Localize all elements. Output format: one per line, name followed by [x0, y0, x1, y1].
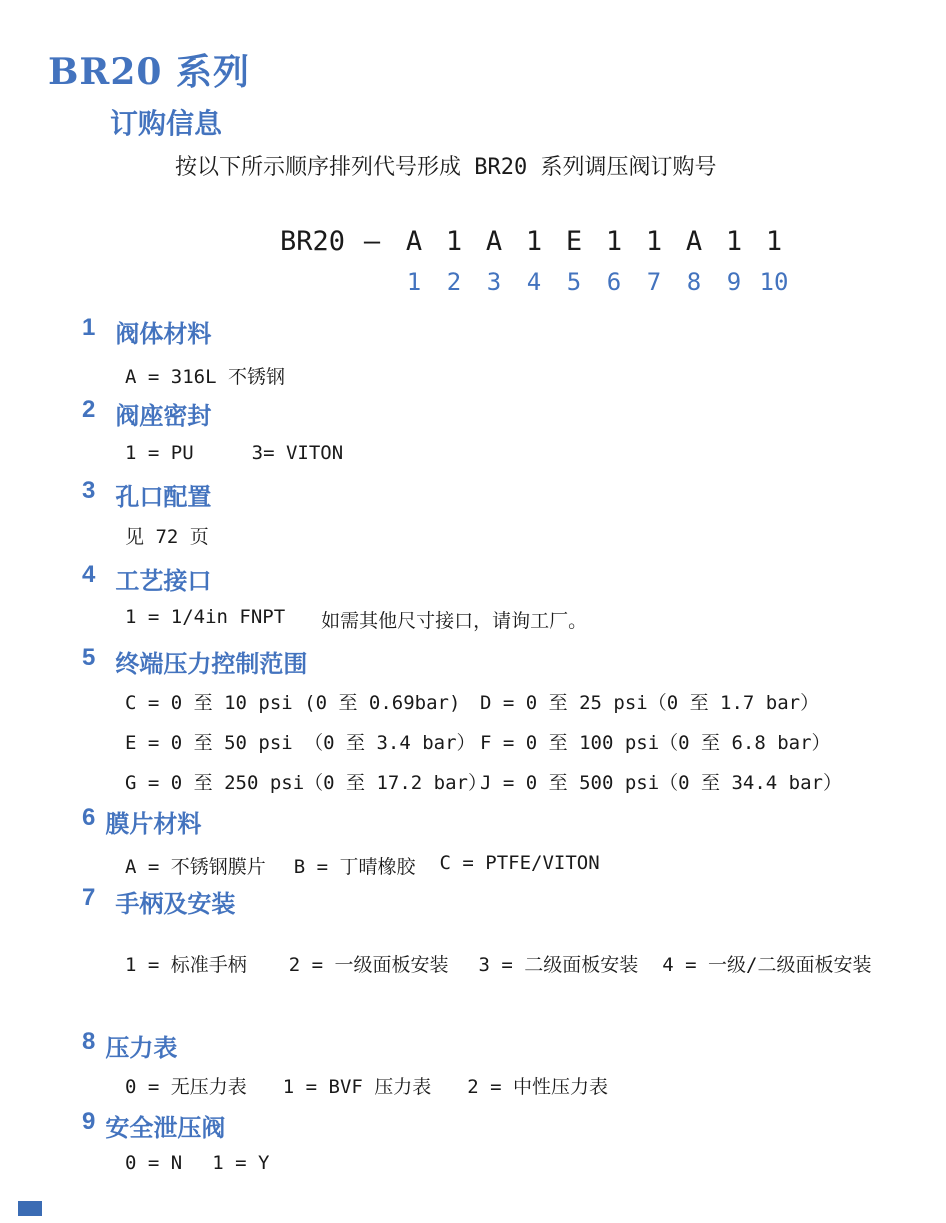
- order-code-char: E: [565, 226, 583, 257]
- option: F = 0 至 100 psi（0 至 6.8 bar）: [480, 732, 831, 754]
- option: 1 = 1/4in FNPT: [125, 606, 286, 628]
- option: 见 72 页: [125, 526, 209, 548]
- section-8-options: [125, 1072, 608, 1099]
- option: 1 = PU: [125, 442, 194, 464]
- section-title: 膜片材料: [105, 811, 202, 838]
- option: J = 0 至 500 psi（0 至 34.4 bar）: [480, 772, 842, 794]
- position-number: 4: [526, 268, 542, 296]
- order-code-char: A: [685, 226, 703, 257]
- section-2-options: [125, 442, 343, 464]
- section-6-options: [125, 852, 600, 879]
- order-code-row: [280, 226, 794, 257]
- section-number: 3: [82, 477, 96, 504]
- position-number: 5: [566, 268, 582, 296]
- order-code-char: 1: [765, 226, 783, 257]
- section-9-options: [125, 1152, 269, 1174]
- position-number: 3: [486, 268, 502, 296]
- position-number-spacer: [280, 268, 394, 296]
- position-number: 2: [446, 268, 462, 296]
- section-number: 4: [82, 561, 96, 588]
- order-code-char: A: [405, 226, 423, 257]
- option: B = 丁晴橡胶: [293, 856, 416, 878]
- page-corner-marker: [18, 1201, 42, 1216]
- section-title: 手柄及安装: [115, 891, 236, 918]
- section-number: 6: [82, 804, 96, 831]
- position-number: 9: [726, 268, 742, 296]
- section-3-options: [125, 522, 209, 549]
- section-2-heading: [82, 396, 211, 431]
- section-number: 5: [82, 644, 96, 671]
- section-9-heading: [82, 1108, 225, 1143]
- option: 1 = BVF 压力表: [282, 1076, 432, 1098]
- section-title: 终端压力控制范围: [115, 651, 308, 678]
- section-7-options: [125, 950, 872, 977]
- section-number: 7: [82, 884, 96, 911]
- page-title: BR20 系列: [48, 51, 250, 93]
- option: C = PTFE/VITON: [439, 852, 600, 874]
- option: G = 0 至 250 psi（0 至 17.2 bar）: [125, 772, 487, 794]
- section-8-heading: [82, 1028, 177, 1063]
- section-1-options: [125, 362, 285, 389]
- option: 3= VITON: [251, 442, 344, 464]
- order-code-char: 1: [445, 226, 463, 257]
- option: 2 = 中性压力表: [467, 1076, 609, 1098]
- option: 4 = 一级/二级面板安装: [662, 954, 872, 976]
- intro-text: 按以下所示顺序排列代号形成 BR20 系列调压阀订购号: [175, 155, 717, 180]
- option: 1 = 标准手柄: [125, 954, 247, 976]
- option: A = 不锈钢膜片: [125, 856, 266, 878]
- option: A = 316L 不锈钢: [125, 366, 285, 388]
- section-title: 安全泄压阀: [105, 1115, 226, 1142]
- option: 1 = Y: [212, 1152, 270, 1174]
- option: C = 0 至 10 psi (0 至 0.69bar): [125, 692, 461, 714]
- order-code-char: 1: [725, 226, 743, 257]
- section-title: 阀体材料: [115, 321, 212, 348]
- section-number: 1: [82, 314, 96, 341]
- section-5-row-2: [125, 728, 831, 755]
- order-code-char: A: [485, 226, 503, 257]
- option: 3 = 二级面板安装: [478, 954, 639, 976]
- position-number: 7: [646, 268, 662, 296]
- order-code-prefix: BR20: [280, 226, 346, 257]
- section-7-heading: [82, 884, 235, 919]
- position-number: 8: [686, 268, 702, 296]
- section-1-heading: [82, 314, 211, 349]
- order-code-separator: —: [363, 226, 381, 257]
- section-title: 阀座密封: [115, 403, 212, 430]
- section-4-options: [125, 606, 587, 633]
- page-subtitle: 订购信息: [110, 108, 223, 139]
- section-title: 孔口配置: [115, 484, 212, 511]
- section-5-heading: [82, 644, 307, 679]
- order-code-char: 1: [525, 226, 543, 257]
- option: 0 = 无压力表: [125, 1076, 247, 1098]
- section-number: 9: [82, 1108, 96, 1135]
- section-3-heading: [82, 477, 211, 512]
- option: 0 = N: [125, 1152, 183, 1174]
- order-code-position-numbers: [280, 268, 794, 296]
- position-number: 10: [759, 268, 789, 296]
- section-title: 工艺接口: [115, 568, 212, 595]
- section-number: 8: [82, 1028, 96, 1055]
- section-6-heading: [82, 804, 201, 839]
- section-number: 2: [82, 396, 96, 423]
- position-number: 1: [406, 268, 422, 296]
- section-5-row-3: [125, 768, 842, 795]
- section-5-row-1: [125, 688, 819, 715]
- option-note: 如需其他尺寸接口，请询工厂。: [321, 610, 588, 632]
- position-number: 6: [606, 268, 622, 296]
- order-code-char: 1: [605, 226, 623, 257]
- option: 2 = 一级面板安装: [288, 954, 449, 976]
- section-4-heading: [82, 561, 211, 596]
- option: D = 0 至 25 psi（0 至 1.7 bar）: [480, 692, 820, 714]
- option: E = 0 至 50 psi （0 至 3.4 bar）: [125, 732, 476, 754]
- section-title: 压力表: [105, 1035, 178, 1062]
- order-code-char: 1: [645, 226, 663, 257]
